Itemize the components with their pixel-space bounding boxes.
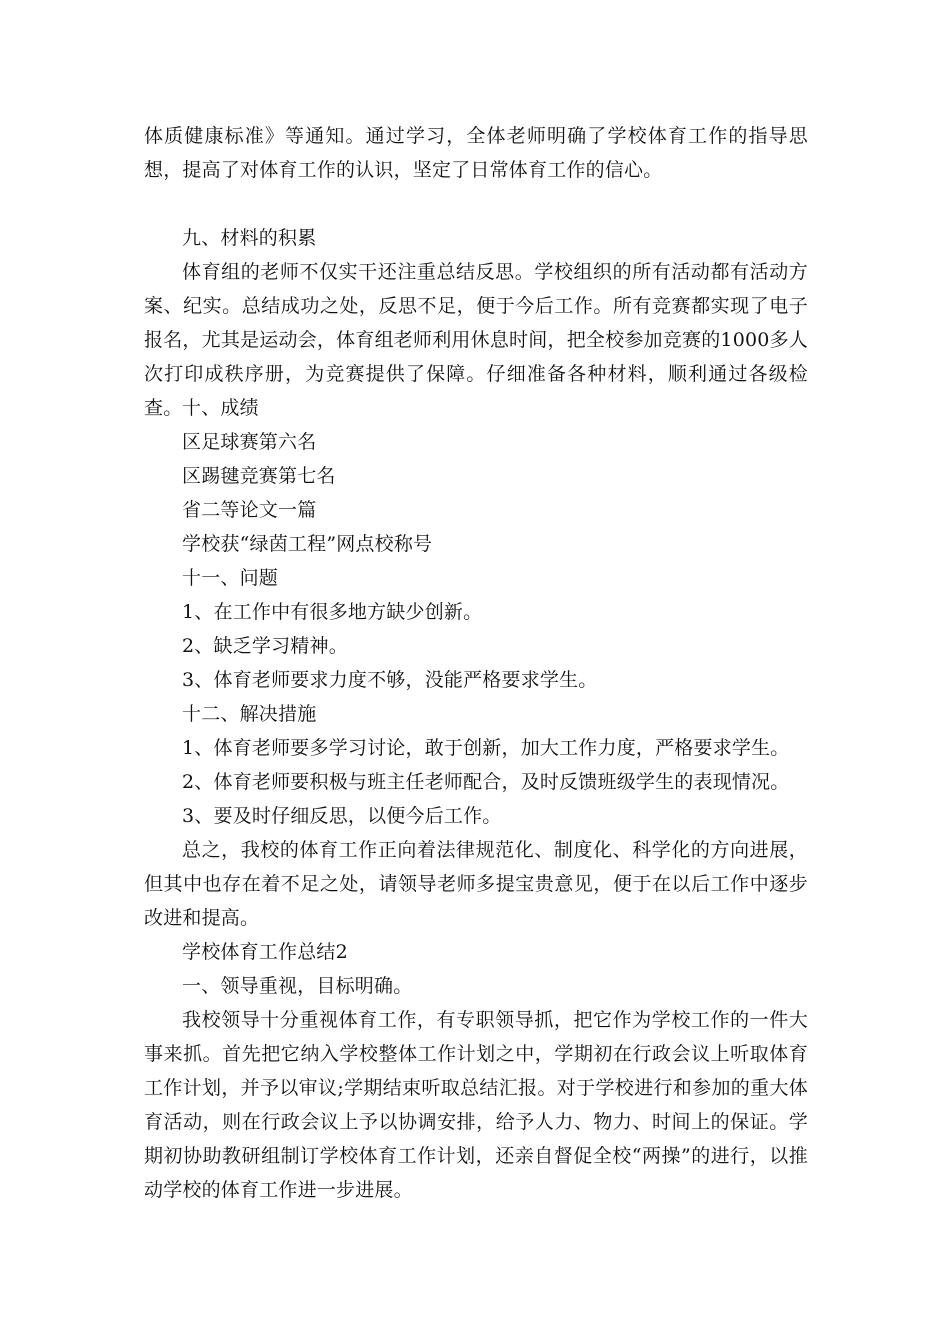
result-item-paper: 省二等论文一篇 <box>182 499 317 521</box>
section-heading-results: 十、成绩 <box>182 397 259 419</box>
measure-item-2: 2、体育老师要积极与班主任老师配合，及时反馈班级学生的表现情况。 <box>182 771 790 793</box>
section-heading-leadership: 一、领导重视，目标明确。 <box>182 975 413 997</box>
result-item-title: 学校获“绿茵工程”网点校称号 <box>182 533 433 555</box>
paragraph-leadership: 我校领导十分重视体育工作，有专职领导抓，把它作为学校工作的一件大事来抓。首先把它纳入学校整体工作计划之中，学期初在行政会议上听取体育工作计划，并予以审议;学期结束听取总结汇报。对于学校进行和参加的重大体育活动，则在行政会议上予以协调安排，给予人力、物力、时间上的保证。学期初协助教研组制订学校体育工作计划，还亲自督促全校“两操”的进行，以推动学校的体育工作进一步进展。 <box>144 1009 808 1201</box>
problem-item-2: 2、缺乏学习精神。 <box>182 635 348 657</box>
measure-item-1: 1、体育老师要多学习讨论，敢于创新，加大工作力度，严格要求学生。 <box>182 737 790 759</box>
measure-item-3: 3、要及时仔细反思，以便今后工作。 <box>182 805 502 827</box>
section-heading-materials: 九、材料的积累 <box>182 227 317 249</box>
paragraph-conclusion: 总之，我校的体育工作正向着法律规范化、制度化、科学化的方向进展，但其中也存在着不足之处，请领导老师多提宝贵意见，便于在以后工作中逐步改进和提高。 <box>144 839 808 929</box>
paragraph-materials: 体育组的老师不仅实干还注重总结反思。学校组织的所有活动都有活动方案、纪实。总结成功之处，反思不足，便于今后工作。所有竞赛都实现了电子报名，尤其是运动会，体育组老师利用休息时间，把全校参加竞赛的1000多人次打印成秩序册，为竞赛提供了保障。仔细准备各种材料，顺利通过各级检查。 <box>144 261 808 419</box>
problem-item-1: 1、在工作中有很多地方缺少创新。 <box>182 601 483 623</box>
problem-item-3: 3、体育老师要求力度不够，没能严格要求学生。 <box>182 669 598 691</box>
result-item-shuttlecock: 区踢毽竞赛第七名 <box>182 465 336 487</box>
section-title-summary-2: 学校体育工作总结2 <box>182 941 348 963</box>
section-heading-problems: 十一、问题 <box>182 567 279 589</box>
paragraph-continuation: 体质健康标准》等通知。通过学习，全体老师明确了学校体育工作的指导思想，提高了对体育工作的认识，坚定了日常体育工作的信心。 <box>144 125 808 181</box>
section-heading-measures: 十二、解决措施 <box>182 703 317 725</box>
result-item-football: 区足球赛第六名 <box>182 431 317 453</box>
